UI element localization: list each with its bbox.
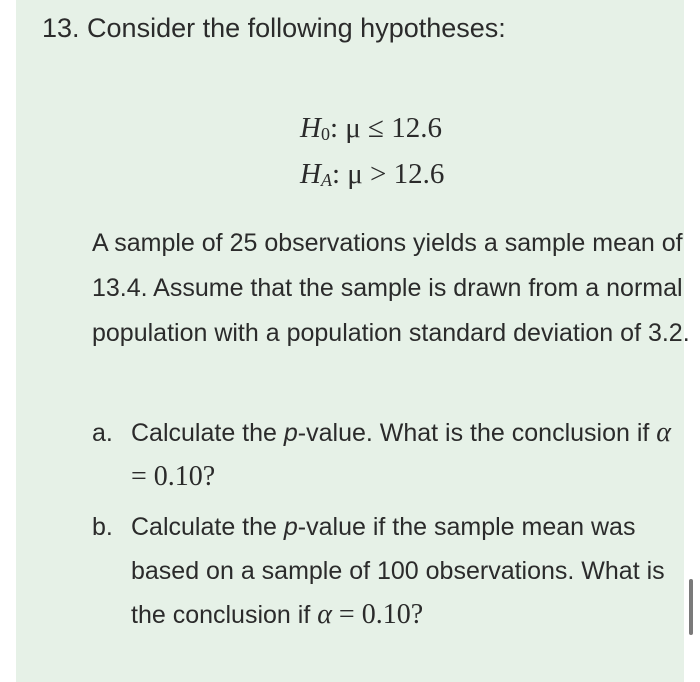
part-a-text-mid: -value. What is the conclusion if	[297, 419, 657, 447]
part-b-alpha-value: = 0.10?	[331, 599, 424, 630]
part-a	[92, 411, 682, 501]
null-hypothesis-subscript: 0	[320, 124, 330, 144]
part-a-text	[131, 411, 671, 499]
question-body: A sample of 25 observations yields a sample mean of 13.4. Assume that the sample is drawn from a normal population with a population standard deviation of 3.2.	[92, 229, 690, 347]
part-a-text-start: Calculate the	[131, 419, 284, 447]
part-b-letter: b.	[92, 513, 113, 541]
part-b-alpha-symbol: α	[317, 599, 332, 630]
part-a-letter: a.	[92, 419, 113, 447]
scrollbar-thumb[interactable]	[689, 579, 693, 635]
question-panel	[16, 0, 690, 682]
null-hypothesis-statement: : μ ≤ 12.6	[329, 112, 442, 144]
null-hypothesis-symbol: H	[300, 112, 321, 144]
part-b-text-start: Calculate the	[131, 513, 284, 541]
question-heading: 13. Consider the following hypotheses:	[42, 13, 506, 43]
part-a-alpha-symbol: α	[656, 417, 671, 448]
part-b	[92, 505, 682, 682]
alternative-hypothesis	[300, 156, 444, 192]
part-a-p-symbol: p	[283, 419, 298, 447]
part-b-alpha	[317, 599, 423, 630]
alternative-hypothesis-subscript: A	[320, 170, 332, 190]
part-b-text-mid: -value if the sample mean was based on a sample of 100 observations. What is the conclusion if	[131, 513, 665, 629]
part-b-text	[131, 505, 671, 637]
null-hypothesis	[300, 110, 442, 146]
part-b-p-symbol: p	[283, 513, 298, 541]
part-a-alpha-value: = 0.10?	[131, 461, 216, 492]
alternative-hypothesis-symbol: H	[300, 158, 321, 190]
alternative-hypothesis-statement: : μ > 12.6	[331, 158, 445, 190]
